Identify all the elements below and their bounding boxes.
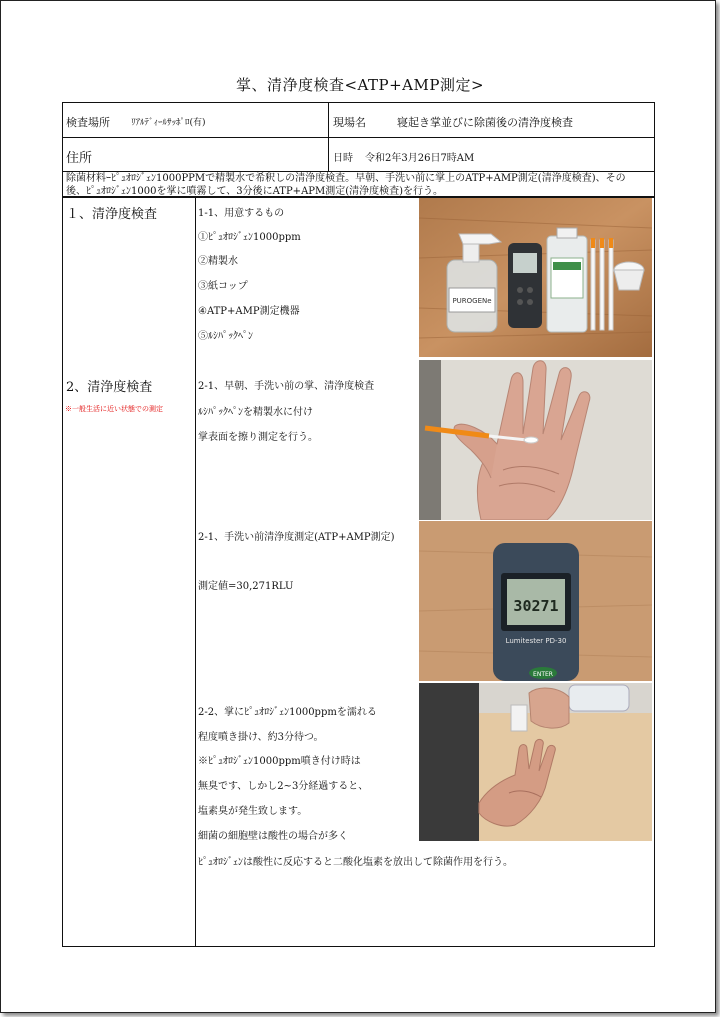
- step1-item-4: ④ATP+AMP測定機器: [198, 306, 300, 317]
- step4-line-2: 程度噴き掛け、約3分待つ。: [198, 732, 324, 743]
- bottle-label: PUROGENe: [452, 297, 492, 305]
- step4-line-1: 2-2、掌にﾋﾟｭｵﾛｼﾞｪﾝ1000ppmを濡れる: [198, 707, 377, 718]
- address-label: 住所: [66, 151, 93, 166]
- step1-item-1: ①ﾋﾟｭｵﾛｼﾞｪﾝ1000ppm: [198, 232, 301, 243]
- location-label: 検査場所: [66, 116, 110, 129]
- step4-line-3: ※ﾋﾟｭｵﾛｼﾞｪﾝ1000ppm噴き付け時は: [198, 756, 361, 767]
- address-cell: [62, 137, 329, 172]
- description-line-2: 後、ﾋﾟｭｵﾛｼﾞｪﾝ1000を掌に噴霧して、3分後にATP+APM測定(清浄度検査)を行う。: [66, 186, 444, 197]
- palm-swab-photo: [419, 360, 652, 520]
- supplies-photo: [419, 198, 652, 357]
- section-2-note: ※一般生活に近い状態での測定: [65, 405, 163, 413]
- step3-value: 測定値=30,271RLU: [198, 581, 294, 592]
- meter-enter-label: ENTER: [533, 671, 553, 678]
- step2-line-3: 掌表面を擦り測定を行う。: [198, 432, 318, 443]
- step1-item-5: ⑤ﾙｼﾊﾟｯｸﾍﾟﾝ: [198, 331, 253, 342]
- spray-palm-photo: [419, 683, 652, 841]
- datetime-label: 日時: [333, 153, 353, 164]
- page-title: 掌、清浄度検査<ATP+AMP測定>: [235, 76, 485, 94]
- meter-reading-photo: [419, 521, 652, 681]
- step2-line-2: ﾙｼﾊﾟｯｸﾍﾟﾝを精製水に付け: [198, 407, 313, 418]
- column-divider: [195, 197, 196, 947]
- site-value: 寝起き掌並びに除菌後の清浄度検査: [397, 116, 573, 129]
- description-cell: [62, 171, 655, 197]
- step4-footer: ﾋﾟｭｵﾛｼﾞｪﾝは酸性に反応すると二酸化塩素を放出して除菌作用を行う。: [198, 857, 513, 868]
- step4-line-6: 細菌の細胞壁は酸性の場合が多く: [198, 831, 348, 842]
- step1-heading: 1-1、用意するもの: [198, 208, 285, 219]
- step3-heading: 2-1、手洗い前清浄度測定(ATP+AMP測定): [198, 532, 395, 543]
- datetime-cell: [328, 137, 655, 172]
- site-cell: [328, 102, 655, 138]
- datetime-value: 令和2年3月26日7時AM: [365, 153, 475, 164]
- step4-line-4: 無臭です、しかし2~3分経過すると、: [198, 781, 369, 792]
- location-cell: [62, 102, 329, 138]
- section-2-title: 2、清浄度検査: [66, 380, 153, 395]
- location-value: ﾘｱﾙﾃﾞｨｰﾙｻｯﾎﾟﾛ(有): [131, 118, 206, 128]
- description-line-1: 除菌材料ｰﾋﾟｭｵﾛｼﾞｪﾝ1000PPMで精製水で希釈しの清浄度検査。早朝、手洗い前に掌上のATP+AMP測定(清浄度検査)、その: [66, 173, 626, 184]
- meter-display-value: 30271: [513, 597, 559, 615]
- step4-line-5: 塩素臭が発生致します。: [198, 806, 308, 817]
- step2-line-1: 2-1、早朝、手洗い前の掌、清浄度検査: [198, 381, 375, 392]
- section-1-title: １、清浄度検査: [66, 207, 158, 222]
- site-label: 現場名: [333, 116, 366, 129]
- step1-item-2: ②精製水: [198, 256, 238, 267]
- meter-brand-label: Lumitester PD-30: [505, 637, 567, 645]
- step1-item-3: ③紙コップ: [198, 281, 248, 292]
